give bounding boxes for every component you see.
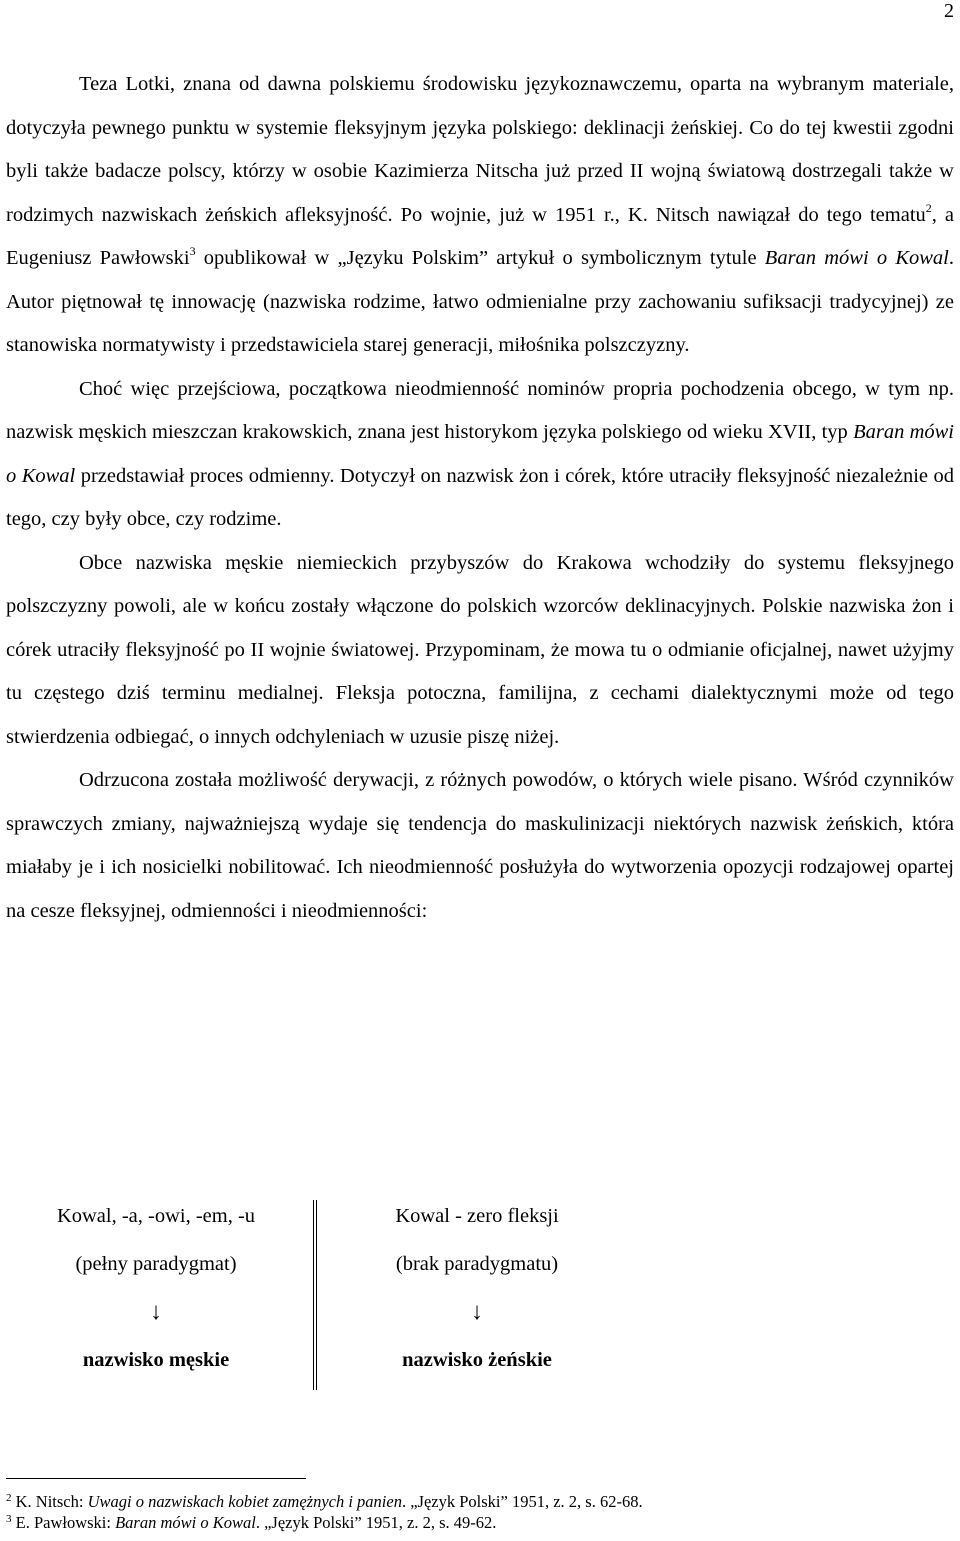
footnote-ref: 2 — [6, 1492, 12, 1504]
text-run: , a Eugeniusz Pawłowski — [6, 203, 955, 269]
footnote-ref: 2 — [925, 200, 932, 215]
arrow-down-icon: ↓ — [471, 1299, 483, 1325]
text-run: Obce nazwiska męskie niemieckich przybyszów do Krakowa wchodziły do systemu fleksyjnego polszczyzny powoli, ale w końcu zostały włączone do polskich wzorców deklinacyjnych. Polskie nazwiska żon i córek utraciły fleksyjność po II wojnie światowej. Przypominam, że mowa tu o odmianie oficjalnej, nawet użyjmy tu częstego dziś terminu medialnej. Fleksja potoczna, familijna, z cechami dialektycznymi może od tego stwierdzenia odbiegać, o innych odchyleniach w uzusie piszę niżej. — [6, 551, 954, 748]
italic-title: Uwagi o nazwiskach kobiet zamężnych i panien — [87, 1492, 402, 1511]
diagram-left-result: nazwisko męskie — [82, 1349, 230, 1371]
text-run: E. Pawłowski: — [11, 1513, 116, 1532]
italic-title: Baran mówi o Kowal — [115, 1513, 256, 1532]
footnote-ref: 3 — [6, 1513, 12, 1525]
arrow-down-icon: ↓ — [150, 1299, 162, 1325]
diagram-left-line1: Kowal, -a, -owi, -em, -u — [56, 1205, 256, 1227]
paragraph — [6, 63, 954, 368]
diagram-right-line1: Kowal - zero fleksji — [395, 1205, 559, 1227]
body-text — [6, 63, 954, 933]
footnote — [6, 1512, 643, 1533]
text-run: przedstawiał proces odmienny. Dotyczył on nazwisk żon i córek, które utraciły fleksyjność niezależnie od tego, czy były obce, czy rodzime. — [6, 464, 954, 530]
text-run: Teza Lotki, znana od dawna polskiemu środowisku językoznawczemu, oparta na wybranym materiale, dotyczyła pewnego punktu w systemie fleksyjnym języka polskiego: deklinacji żeńskiej. Co do tej kwestii zgodni byli także badacze polscy, którzy w osobie Kazimierza Nitscha już przed II wojną światową dostrzegali także w rodzimych nazwiskach żeńskich afleksyjność. Po wojnie, już w 1951 r., K. Nitsch nawiązał do tego tematu — [6, 73, 954, 226]
text-run: Choć więc przejściowa, początkowa nieodmienność nominów propria pochodzenia obcego, w tym np. nazwisk męskich mieszczan krakowskich, znana jest historykom języka polskiego od wieku XVII, typ — [6, 377, 954, 443]
footnote — [6, 1491, 643, 1512]
text-run: Odrzucona została możliwość derywacji, z różnych powodów, o których wiele pisano. Wśród czynników sprawczych zmiany, najważniejszą wydaje się tendencja do maskulinizacji niektórych nazwisk żeńskich, która miałaby je i ich nosicielki nobilitować. Ich nieodmienność posłużyła do wytworzenia opozycji rodzajowej opartej na cesze fleksyjnej, odmienności i nieodmienności: — [6, 769, 954, 922]
paradigm-diagram — [0, 1192, 960, 1392]
page-number: 2 — [944, 0, 954, 22]
text-run: . „Język Polski” 1951, z. 2, s. 49-62. — [255, 1513, 497, 1532]
diagram-left-line2: (pełny paradygmat) — [75, 1253, 237, 1275]
italic-title: Baran mówi o Kowal — [6, 421, 954, 487]
footnotes — [6, 1491, 643, 1533]
diagram-right-line2: (brak paradygmatu) — [395, 1253, 559, 1275]
diagram-divider — [313, 1200, 317, 1390]
footnote-ref: 3 — [189, 244, 196, 258]
diagram-right-column — [346, 1192, 608, 1384]
paragraph — [6, 542, 954, 760]
diagram-left-column — [20, 1192, 292, 1384]
paragraph — [6, 759, 954, 933]
diagram-right-result: nazwisko żeńskie — [402, 1349, 552, 1371]
text-run: . „Język Polski” 1951, z. 2, s. 62-68. — [401, 1492, 643, 1511]
text-run: K. Nitsch: — [11, 1492, 88, 1511]
text-run: opublikował w „Języku Polskim” artykuł o symbolicznym tytule — [195, 247, 765, 269]
text-run: . Autor piętnował tę innowację (nazwiska rodzime, łatwo odmienialne przy zachowaniu sufiksacji tradycyjnej) ze stanowiska normatywisty i przedstawiciela starej generacji, miłośnika polszczyzny. — [6, 247, 955, 356]
paragraph — [6, 368, 954, 542]
italic-title: Baran mówi o Kowal — [764, 247, 949, 269]
footnote-separator — [6, 1478, 306, 1479]
